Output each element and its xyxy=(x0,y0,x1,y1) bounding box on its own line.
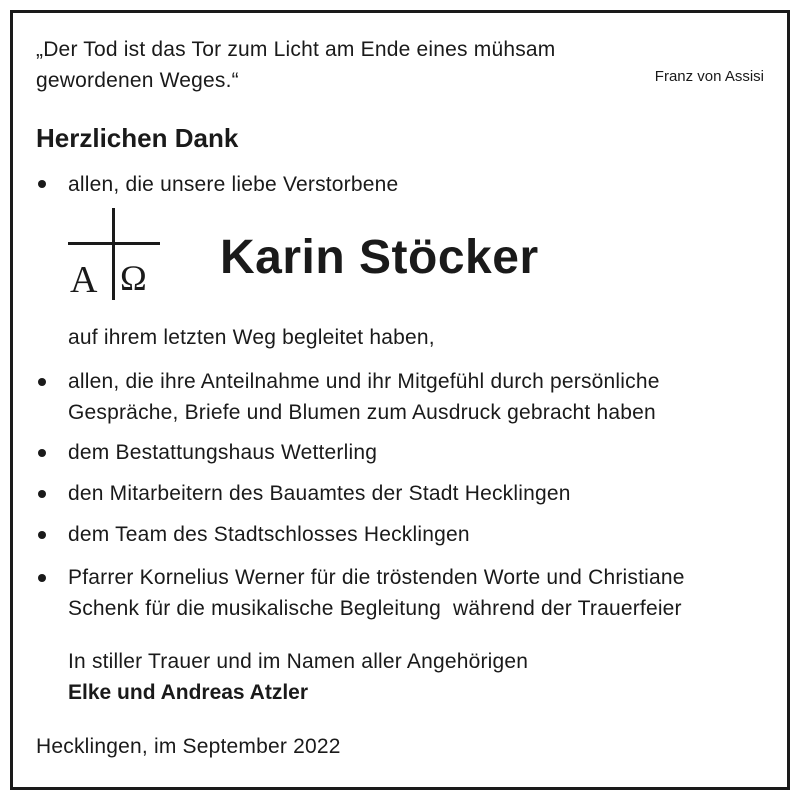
thanks-item xyxy=(68,366,660,428)
deceased-name: Karin Stöcker xyxy=(220,231,539,284)
bullet-icon xyxy=(38,490,46,498)
thanks-item xyxy=(68,478,571,509)
quote-line: gewordenen Weges.“ xyxy=(36,69,239,92)
thanks-item-line: allen, die ihre Anteilnahme und ihr Mitgefühl durch persönliche xyxy=(68,370,660,393)
bullet-icon xyxy=(38,180,46,188)
quote-text xyxy=(36,34,646,96)
bullet-icon xyxy=(38,574,46,582)
quote-line: „Der Tod ist das Tor zum Licht am Ende eines mühsam xyxy=(36,38,556,61)
thanks-heading: Herzlichen Dank xyxy=(36,123,239,153)
thanks-item xyxy=(68,519,470,550)
intro-text: allen, die unsere liebe Verstorbene xyxy=(68,173,399,196)
thanks-item-line: dem Team des Stadtschlosses Hecklingen xyxy=(68,523,470,546)
thanks-item xyxy=(68,437,377,468)
thanks-item-line: den Mitarbeitern des Bauamtes der Stadt Hecklingen xyxy=(68,482,571,505)
after-name-text: auf ihrem letzten Weg begleitet haben, xyxy=(68,326,435,349)
place-date: Hecklingen, im September 2022 xyxy=(36,735,341,758)
thanks-item-line: dem Bestattungshaus Wetterling xyxy=(68,441,378,464)
thanks-item-line: Pfarrer Kornelius Werner für die tröstenden Worte und Christiane xyxy=(68,566,685,589)
signature: Elke und Andreas Atzler xyxy=(68,681,309,704)
quote-author: Franz von Assisi xyxy=(654,68,764,85)
thanks-item xyxy=(68,562,685,624)
bullet-icon xyxy=(38,531,46,539)
closing-text: In stiller Trauer und im Namen aller Angehörigen xyxy=(68,650,529,673)
bullet-icon xyxy=(38,449,46,457)
cross-alpha-omega-icon xyxy=(68,208,164,300)
thanks-item-line: Gespräche, Briefe und Blumen zum Ausdruck gebracht haben xyxy=(68,401,656,424)
bullet-icon xyxy=(38,378,46,386)
omega-letter: Ω xyxy=(120,258,147,298)
alpha-letter: A xyxy=(70,259,98,300)
thanks-item-line: Schenk für die musikalische Begleitung während der Trauerfeier xyxy=(68,597,682,620)
